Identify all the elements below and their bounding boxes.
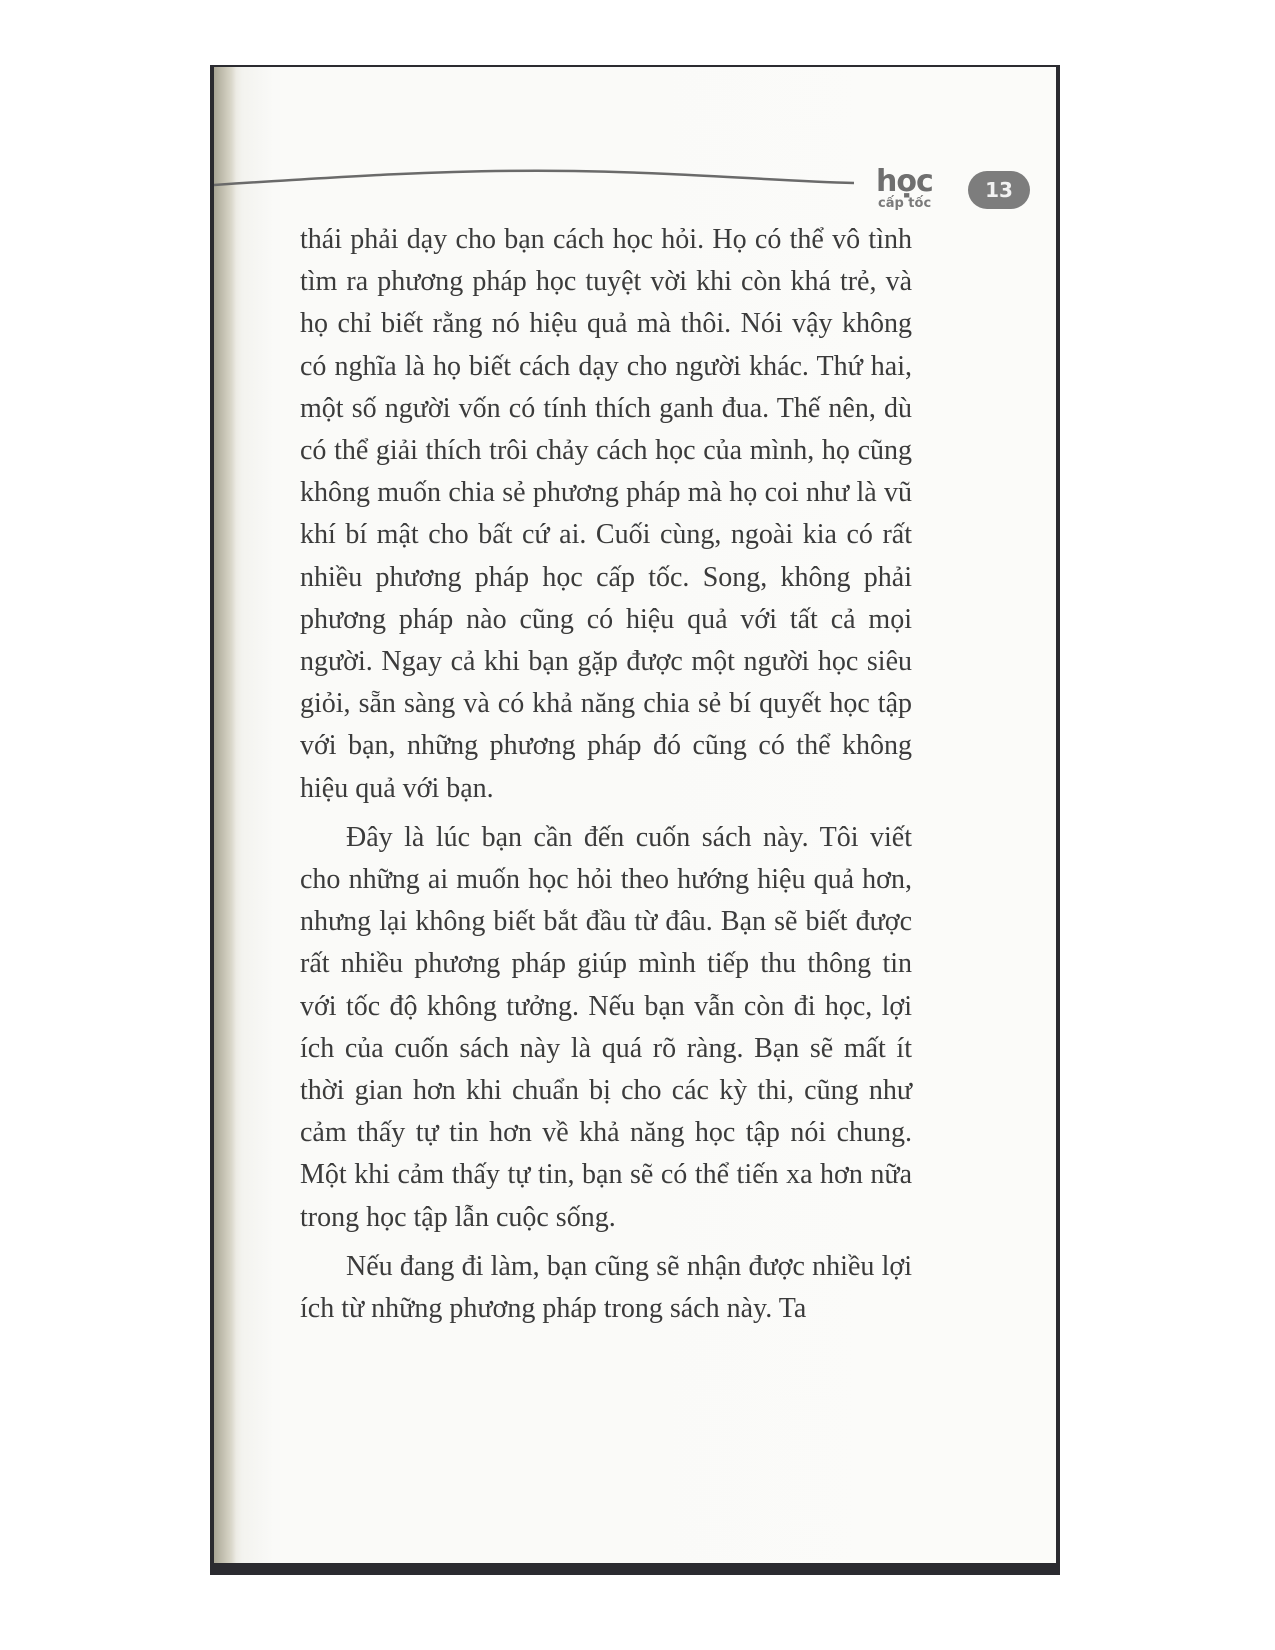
body-text xyxy=(300,219,912,1330)
spine-shadow xyxy=(214,67,236,1563)
page-number: 13 xyxy=(968,171,1030,209)
header-divider-line xyxy=(214,167,854,207)
book xyxy=(210,65,1060,1575)
paragraph: Nếu đang đi làm, bạn cũng sẽ nhận được nhiều lợi ích từ những phương pháp trong sách này. Ta xyxy=(300,1250,912,1325)
logo-title: học xyxy=(876,164,933,199)
book-page xyxy=(214,67,1056,1563)
logo-subtitle: cấp tốc xyxy=(878,196,932,211)
running-header-logo xyxy=(876,164,946,217)
paragraph: Đây là lúc bạn cần đến cuốn sách này. Tôi viết cho những ai muốn học hỏi theo hướng hiệu quả hơn, nhưng lại không biết bắt đầu từ đâu. Bạn sẽ biết được rất nhiều phương pháp giúp mình tiếp thu thông tin với tốc độ không tưởng. Nếu bạn vẫn còn đi học, lợi ích của cuốn sách này là quá rõ ràng. Bạn sẽ mất ít thời gian hơn khi chuẩn bị cho các kỳ thi, cũng như cảm thấy tự tin hơn về khả năng học tập nói chung. Một khi cảm thấy tự tin, bạn sẽ có thể tiến xa hơn nữa trong học tập lẫn cuộc sống. xyxy=(300,821,912,1233)
paragraph: thái phải dạy cho bạn cách học hỏi. Họ có thể vô tình tìm ra phương pháp học tuyệt vời khi còn khá trẻ, và họ chỉ biết rằng nó hiệu quả mà thôi. Nói vậy không có nghĩa là họ biết cách dạy cho người khác. Thứ hai, một số người vốn có tính thích ganh đua. Thế nên, dù có thể giải thích trôi chảy cách học của mình, họ cũng không muốn chia sẻ phương pháp mà họ coi như là vũ khí bí mật cho bất cứ ai. Cuối cùng, ngoài kia có rất nhiều phương pháp học cấp tốc. Song, không phải phương pháp nào cũng có hiệu quả với tất cả mọi người. Ngay cả khi bạn gặp được một người học siêu giỏi, sẵn sàng và có khả năng chia sẻ bí quyết học tập với bạn, những phương pháp đó cũng có thể không hiệu quả với bạn. xyxy=(300,224,912,804)
